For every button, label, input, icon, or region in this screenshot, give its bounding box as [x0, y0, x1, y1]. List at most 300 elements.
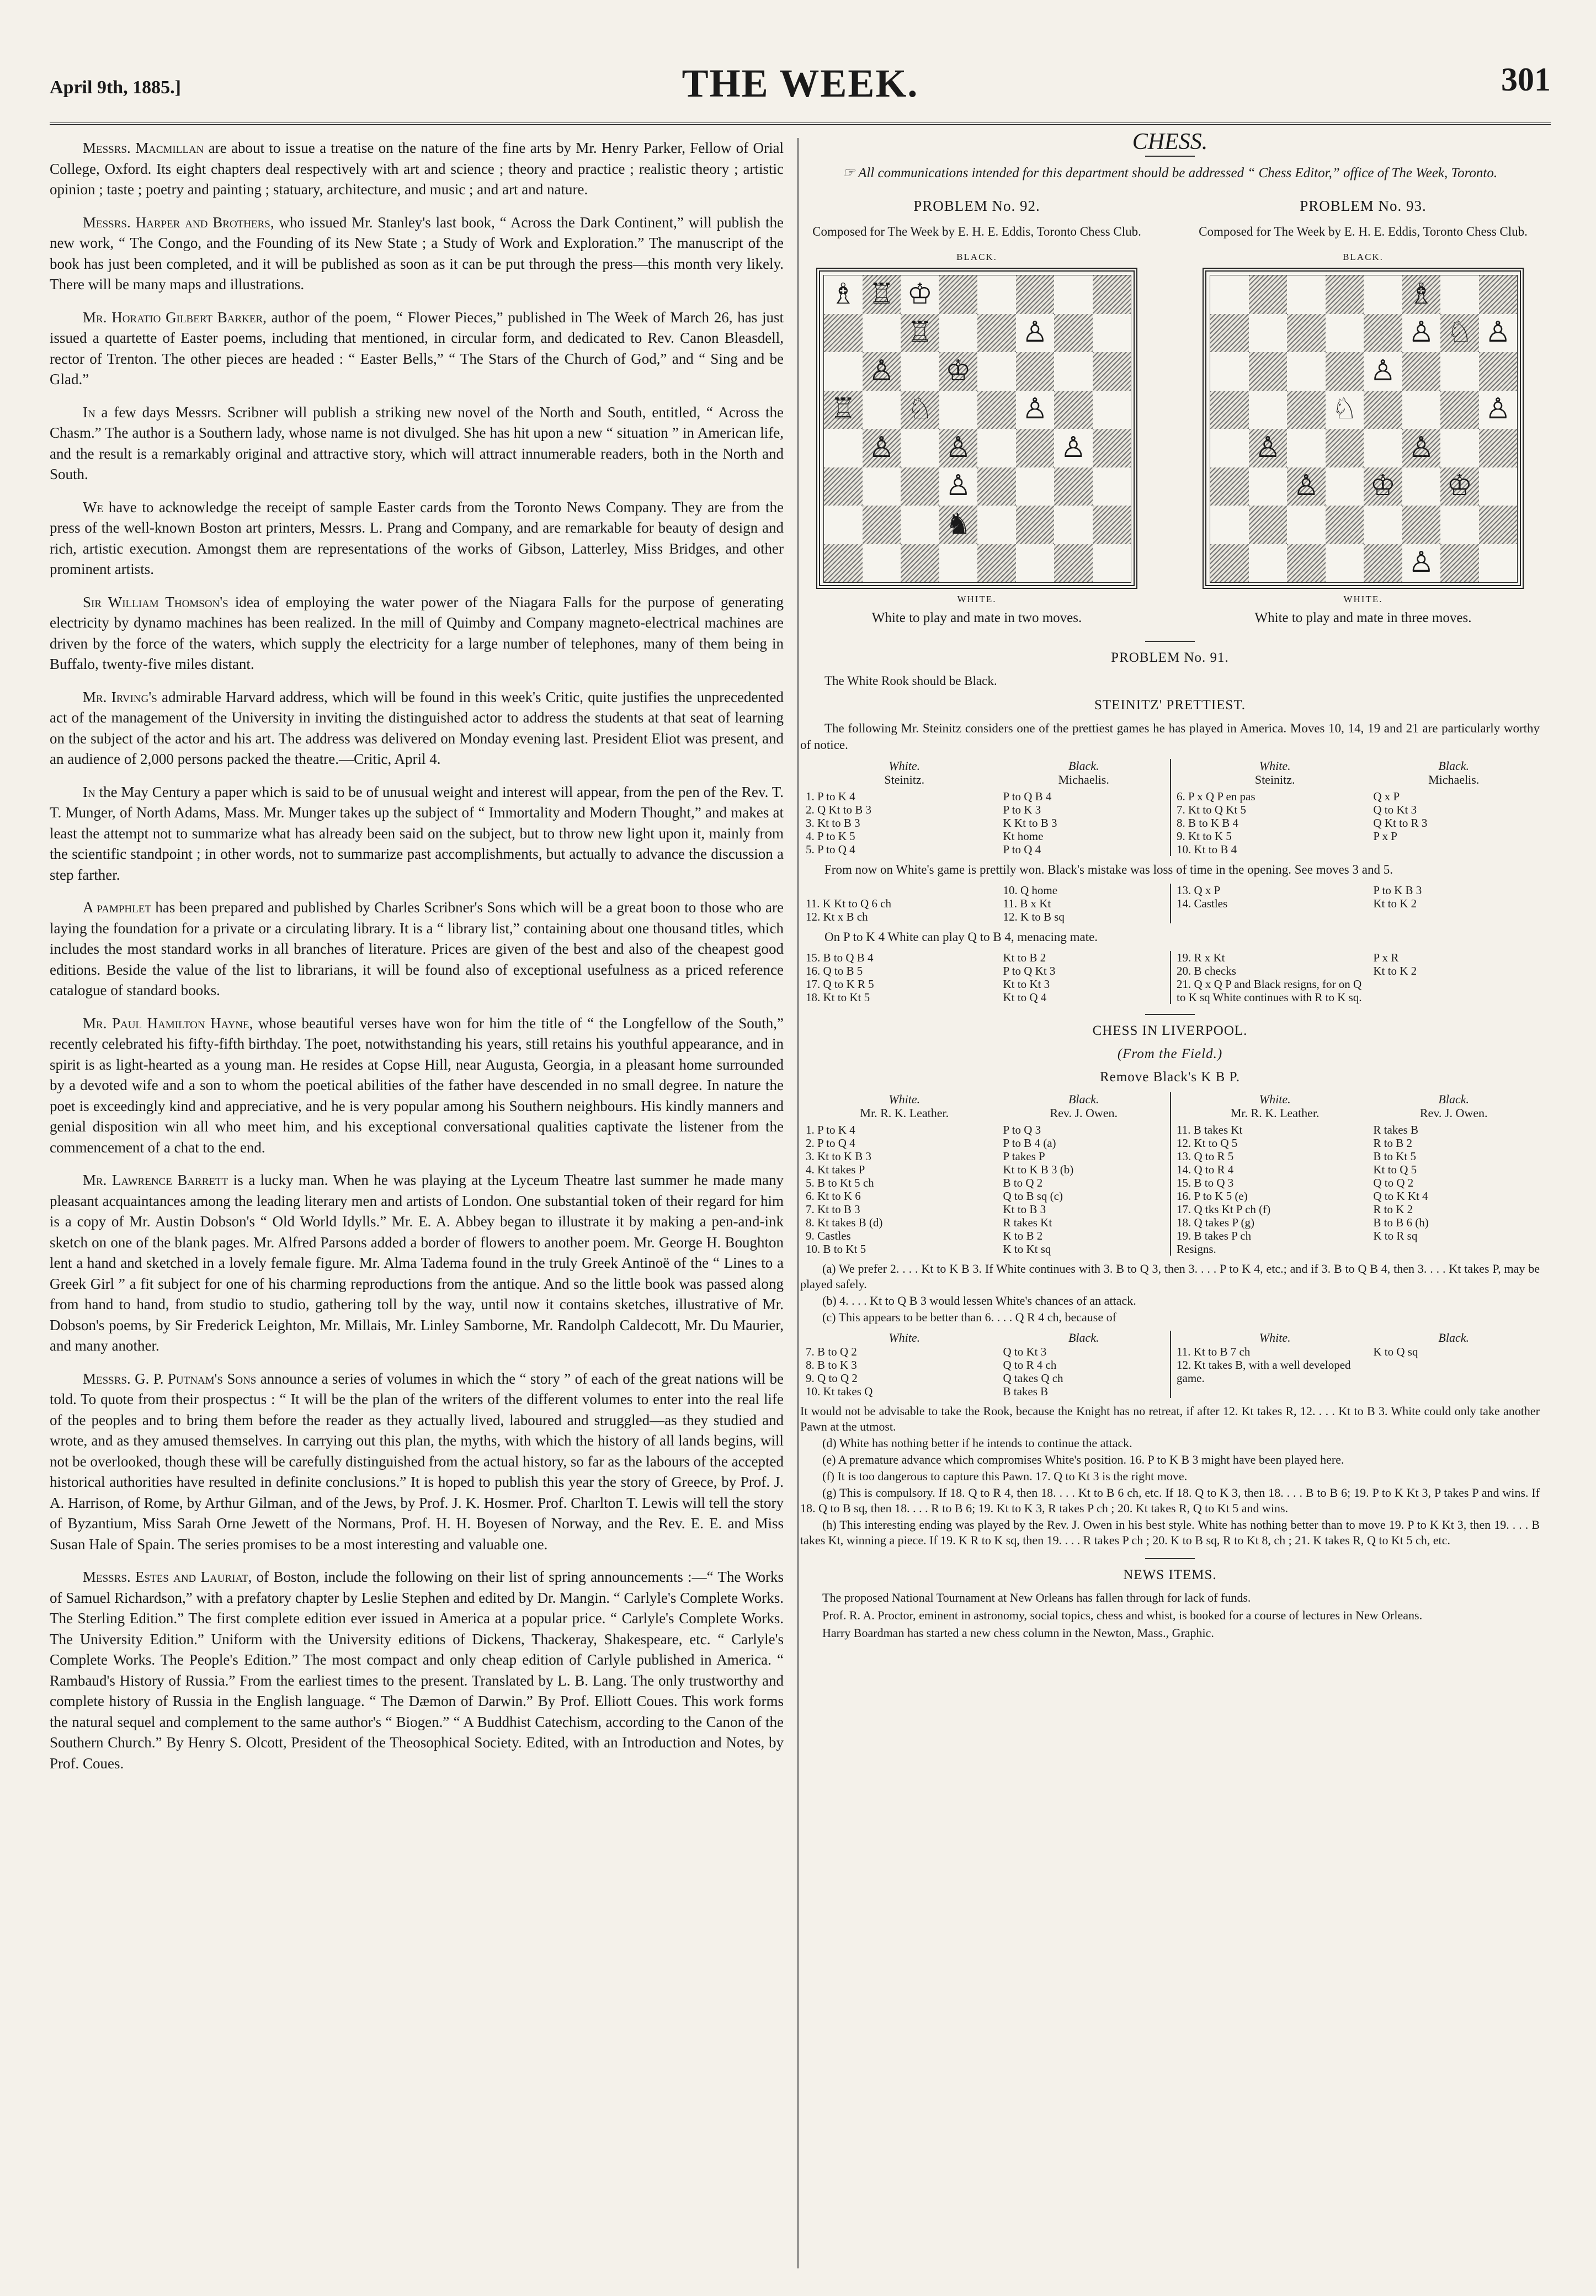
liverpool-moves-a	[800, 1092, 1540, 1256]
board-square	[1016, 506, 1055, 544]
board-square	[1249, 391, 1288, 429]
board-square	[1364, 506, 1402, 544]
black-move: P x R	[1373, 951, 1399, 964]
board-square	[1364, 391, 1402, 429]
white-move: 19. B takes P ch	[1177, 1229, 1252, 1242]
move-row	[806, 1372, 1164, 1385]
board-square	[1326, 275, 1364, 314]
board-square	[1016, 275, 1055, 314]
board-square	[1479, 429, 1518, 467]
game-note: (e) A premature advance which compromises White's position. 16. P to K B 3 might have been played here.	[822, 1453, 1344, 1466]
game-note: (f) It is too dangerous to capture this Pawn. 17. Q to Kt 3 is the right move.	[822, 1469, 1188, 1483]
white-move: 13. Q to R 5	[1177, 1150, 1234, 1163]
board-square	[1479, 544, 1518, 583]
paragraph-lead: In	[83, 403, 95, 421]
white-player: Steinitz.	[1254, 773, 1295, 786]
move-row	[1177, 830, 1534, 843]
white-move: 2. P to Q 4	[806, 1136, 855, 1150]
board-square	[824, 429, 863, 467]
game-note: (d) White has nothing better if he intends to continue the attack.	[822, 1436, 1132, 1450]
white-move: 11. Kt to B 7 ch	[1177, 1345, 1251, 1358]
problem-91-text: The White Rook should be Black.	[824, 674, 997, 688]
problem-92	[800, 198, 1153, 626]
board-square	[1210, 314, 1249, 353]
board-square	[824, 352, 863, 391]
chess-notice: ☞ All communications intended for this department should be addressed “ Chess Editor,” office of The Week, Toronto.	[842, 166, 1498, 180]
section-rule	[1145, 156, 1195, 157]
black-move: B to Kt 5	[1373, 1150, 1416, 1163]
game-note: It would not be advisable to take the Rook, because the Knight has no retreat, if after 12. Kt takes R, 12. . . . Kt to B 3. White could only take another Pawn at the utmost.	[800, 1404, 1540, 1433]
white-header: White.	[1259, 759, 1291, 773]
paragraph-text: , who issued Mr. Stanley's last book, “ Across the Dark Continent,” will publish the new work, “ The Congo, and the Founding of its New State ; a Study of Work and Exploration.” The manuscript of the book has just been completed, and it will be published as soon as it can be put through the press—this month very likely. There will be many maps and illustrations.	[50, 214, 784, 293]
move-row	[806, 897, 1164, 910]
white-move: 17. Q to K R 5	[806, 977, 874, 991]
paragraph-lead: In	[83, 783, 95, 800]
board-square	[1402, 467, 1441, 506]
chess-piece-icon: ♖	[901, 314, 939, 353]
paragraph	[50, 782, 784, 886]
chess-piece-icon: ♙	[863, 352, 901, 391]
black-move: Kt home	[1003, 830, 1044, 843]
white-move: 5. B to Kt 5 ch	[806, 1176, 874, 1189]
chess-title: CHESS.	[1132, 132, 1208, 155]
white-move: 2. Q Kt to B 3	[806, 803, 872, 816]
black-move: K to B 2	[1003, 1229, 1043, 1242]
column-divider	[797, 138, 799, 2268]
steinitz-intro: The following Mr. Steinitz considers one of the prettiest games he has played in America. Moves 10, 14, 19 and 21 are particularly worthy of notice.	[800, 721, 1540, 752]
moves-half	[800, 951, 1170, 1004]
black-move	[1373, 843, 1534, 856]
moves-half	[800, 1092, 1170, 1256]
news-item: The proposed National Tournament at New Orleans has fallen through for lack of funds.	[822, 1591, 1251, 1604]
board-square	[1440, 352, 1479, 391]
black-move: Kt to K B 3 (b)	[1003, 1163, 1074, 1176]
black-move: P to Q B 4	[1003, 790, 1052, 803]
news-item: Harry Boardman has started a new chess column in the Newton, Mass., Graphic.	[822, 1626, 1214, 1640]
liverpool-source: (From the Field.)	[1117, 1046, 1223, 1061]
black-move	[1373, 977, 1534, 1004]
board-square	[1249, 352, 1288, 391]
black-move: Q to Kt 3	[1373, 803, 1417, 816]
white-header: White.	[1259, 1092, 1291, 1106]
paragraph	[50, 1567, 784, 1774]
liverpool-moves-b	[800, 1331, 1540, 1398]
board-square	[1440, 544, 1479, 583]
move-row	[1177, 1216, 1534, 1229]
move-row	[806, 1123, 1164, 1136]
paragraph-lead: Mr. Lawrence Barrett	[83, 1172, 228, 1188]
board-square	[863, 314, 901, 353]
move-row	[806, 1163, 1164, 1176]
white-move: Resigns.	[1177, 1242, 1216, 1256]
board-square	[1016, 544, 1055, 583]
moves-table	[1177, 1092, 1534, 1256]
problem-title: PROBLEM No. 93.	[1300, 198, 1427, 214]
board-square	[1210, 467, 1249, 506]
paragraph-text: are about to issue a treatise on the nature of the fine arts by Mr. Henry Parker, Fellow of Orial College, Oxford. Its eight chapters deal respectively with art and science ; theory and practice ; realistic theory ; artistic opinion ; taste ; poetry and painting ; statuary, architecture, and music ; and art and nature.	[50, 140, 784, 198]
moves-table	[806, 884, 1164, 923]
black-move: P to Q Kt 3	[1003, 964, 1056, 977]
move-row	[1177, 803, 1534, 816]
board-square	[977, 429, 1016, 467]
paragraph-lead: A pamphlet	[83, 899, 151, 916]
paragraph-lead: Mr. Paul Hamilton Hayne	[83, 1014, 249, 1032]
white-header: White.	[889, 759, 921, 773]
chess-piece-icon: ♗	[830, 278, 856, 310]
white-move: 10. Kt to B 4	[1177, 843, 1237, 856]
paragraph	[50, 592, 784, 675]
paragraph	[50, 1170, 784, 1357]
board-square	[1054, 544, 1093, 583]
white-move: 3. Kt to B 3	[806, 816, 860, 830]
board-square	[1249, 506, 1288, 544]
black-move: Kt to Q 5	[1373, 1163, 1417, 1176]
board-square	[977, 467, 1016, 506]
steinitz-moves-c	[800, 951, 1540, 1004]
board-square	[1287, 391, 1326, 429]
board-square	[1093, 391, 1131, 429]
chess-piece-icon: ♙	[1402, 429, 1441, 467]
black-move: Q to K Kt 4	[1373, 1189, 1428, 1203]
board-square	[1016, 467, 1055, 506]
white-move: 11. B takes Kt	[1177, 1123, 1243, 1136]
black-move: K to Kt sq	[1003, 1242, 1051, 1256]
board-square	[1326, 544, 1364, 583]
paragraph-text: , author of the poem, “ Flower Pieces,” published in The Week of March 26, has just issued a quartette of Easter poems, including that mentioned, in circular form, and dedicated to Rev. Canon Bleasdell, rector of Trenton. The other pieces are headed : “ Easter Bells,” “ The Stars of the Church of God,” and “ Sing and be Glad.”	[50, 309, 784, 387]
black-move: K to Q sq	[1373, 1345, 1418, 1358]
black-move: P to Q 4	[1003, 843, 1041, 856]
paragraph-lead: Sir William Thomson's	[83, 593, 228, 610]
board-square	[1054, 506, 1093, 544]
board-grid	[1210, 275, 1518, 583]
move-row	[1177, 1123, 1534, 1136]
board-square	[824, 314, 863, 353]
move-row	[1177, 1242, 1534, 1256]
move-row	[806, 991, 1164, 1004]
move-row	[806, 1216, 1164, 1229]
moves-table	[806, 1331, 1164, 1398]
move-row	[1177, 897, 1534, 910]
white-move: 19. R x Kt	[1177, 951, 1225, 964]
move-row	[806, 1229, 1164, 1242]
board-square	[1364, 314, 1402, 353]
chess-piece-icon: ♔	[1440, 467, 1479, 506]
paragraph	[50, 402, 784, 485]
board-square	[939, 391, 978, 429]
steinitz-moves-a	[800, 759, 1540, 856]
board-square	[901, 467, 939, 506]
white-player: Mr. R. K. Leather.	[1230, 1106, 1320, 1120]
white-move: 20. B checks	[1177, 964, 1236, 977]
black-move: K to R sq	[1373, 1229, 1418, 1242]
moves-half	[800, 1331, 1170, 1398]
white-move: 12. Kt x B ch	[806, 910, 868, 923]
chess-piece-icon: ♘	[1440, 314, 1479, 353]
board-square	[1249, 467, 1288, 506]
move-row	[1177, 1136, 1534, 1150]
move-row	[1177, 816, 1534, 830]
black-move: Kt to K 2	[1373, 964, 1417, 977]
white-move: 7. Kt to Q Kt 5	[1177, 803, 1246, 816]
board-square	[1326, 314, 1364, 353]
moves-half	[1170, 759, 1540, 856]
black-header: Black.	[1438, 1092, 1469, 1106]
black-header: Black.	[1068, 1331, 1099, 1344]
white-move: 18. Kt to Kt 5	[806, 991, 870, 1004]
paragraph	[50, 212, 784, 295]
black-move: Q x P	[1373, 790, 1400, 803]
board-square	[1210, 275, 1249, 314]
board-square	[1016, 429, 1055, 467]
move-row	[1177, 1358, 1534, 1385]
header-rule	[50, 123, 1551, 125]
black-move: R to B 2	[1373, 1136, 1412, 1150]
move-rows	[806, 790, 1164, 856]
board-square	[1093, 429, 1131, 467]
white-move: 7. Kt to B 3	[806, 1203, 860, 1216]
section-rule	[1145, 1558, 1195, 1559]
board-square	[1210, 352, 1249, 391]
paragraph-text: the May Century a paper which is said to be of unusual weight and interest will appear, from the pen of the Rev. T. T. Munger, of North Adams, Mass. Mr. Munger takes up the subject of “ Immortality and Modern Thought,” and makes at least the attempt not to summarize what has already been said on the subject, but to throw new light upon it, mainly from the scientific standpoint ; in other words, not to summarize past accomplishments, but actually to advance the discussion a step farther.	[50, 783, 784, 883]
move-row	[806, 910, 1164, 923]
move-row	[806, 1136, 1164, 1150]
board-square	[1402, 391, 1441, 429]
page-number: 301	[1501, 61, 1551, 98]
chess-piece-icon: ♙	[1408, 317, 1434, 349]
move-row	[806, 1203, 1164, 1216]
board-square	[1016, 352, 1055, 391]
chess-piece-icon: ♘	[901, 391, 939, 429]
moves-half	[1170, 884, 1540, 923]
chess-piece-icon: ♙	[1060, 432, 1087, 464]
moves-table	[1177, 951, 1534, 1004]
white-move: 12. Kt to Q 5	[1177, 1136, 1238, 1150]
board-square	[1440, 391, 1479, 429]
white-move: 16. P to K 5 (e)	[1177, 1189, 1248, 1203]
move-rows	[806, 1345, 1164, 1398]
chess-piece-icon: ♙	[1022, 317, 1048, 349]
board-square	[863, 391, 901, 429]
board-square	[1210, 429, 1249, 467]
chess-piece-icon: ♖	[824, 391, 863, 429]
white-move: 21. Q x Q P and Black resigns, for on Q to K sq White continues with R to K sq.	[1177, 977, 1362, 1004]
white-move: 10. Kt takes Q	[806, 1385, 873, 1398]
black-header: Black.	[1068, 1092, 1099, 1106]
move-rows	[806, 951, 1164, 1004]
board-square	[1287, 275, 1326, 314]
chess-board	[1203, 268, 1524, 589]
move-row	[806, 790, 1164, 803]
moves-table	[1177, 884, 1534, 910]
black-move: Q Kt to R 3	[1373, 816, 1428, 830]
board-square	[1364, 429, 1402, 467]
board-square	[1287, 429, 1326, 467]
black-player: Michaelis.	[1428, 773, 1480, 786]
issue-date: April 9th, 1885.]	[50, 77, 181, 98]
board-square	[1479, 352, 1518, 391]
move-row	[1177, 1176, 1534, 1189]
black-move: P x P	[1373, 830, 1397, 843]
steinitz-comment: On P to K 4 White can play Q to B 4, menacing mate.	[824, 930, 1098, 944]
paragraph-lead: Mr. Horatio Gilbert Barker	[83, 309, 263, 326]
move-row	[1177, 843, 1534, 856]
moves-half	[1170, 1331, 1540, 1398]
chess-piece-icon: ♙	[1287, 467, 1326, 506]
white-move: 6. Kt to K 6	[806, 1189, 861, 1203]
paragraph-text: announce a series of volumes in which the “ story ” of each of the great nations will be told. To quote from their prospectus : “ It will be the plan of the writers of the different volumes to enter into the real life of the peoples and to bring them before the reader as they actually lived, laboured and struggled—as they studied and wrote, and as they amused themselves. In carrying out this plan, the myths, with which the history of all lands begins, will not be overlooked, though these will be carefully distinguished from the actual history, so far as the labours of the accepted historical authorities have resulted in definite conclusions.” It is hoped to publish this year the story of Greece, by Prof. J. A. Harrison, of Rome, by Arthur Gilman, and of the Jews, by Prof. J. K. Hosmer. Prof. Charlton T. Lewis will tell the story of Byzantium, Miss Sarah Orne Jewett of the Normans, Prof. H. H. Boyesen of Norway, and the Rev. E. E. and Miss Susan Hale of Spain. The series promises to be a most interesting and valuable one.	[50, 1370, 784, 1553]
black-move: K Kt to B 3	[1003, 816, 1057, 830]
board-square	[824, 467, 863, 506]
chess-piece-icon: ♙	[863, 429, 901, 467]
board-square	[1054, 391, 1093, 429]
problem-caption: White to play and mate in two moves.	[871, 610, 1082, 625]
move-row	[806, 816, 1164, 830]
white-move: 16. Q to B 5	[806, 964, 863, 977]
white-move: 18. Q takes P (g)	[1177, 1216, 1254, 1229]
move-row	[1177, 951, 1534, 964]
board-square	[939, 544, 978, 583]
news-title: NEWS ITEMS.	[1123, 1567, 1217, 1582]
black-move: Kt to Kt 3	[1003, 977, 1050, 991]
section-rule	[1145, 641, 1195, 642]
board-square	[1326, 506, 1364, 544]
move-row	[806, 803, 1164, 816]
board-grid	[823, 275, 1131, 583]
move-row	[806, 1189, 1164, 1203]
problem-93	[1187, 198, 1540, 626]
chess-piece-icon: ♙	[1022, 394, 1048, 426]
move-rows	[1177, 951, 1534, 1004]
moves-half	[1170, 951, 1540, 1004]
move-row	[1177, 790, 1534, 803]
board-square	[1479, 467, 1518, 506]
news-item: Prof. R. A. Proctor, eminent in astronomy, social topics, chess and whist, is booked for a course of lectures in New Orleans.	[822, 1608, 1423, 1622]
paragraph	[50, 497, 784, 580]
game-note: (b) 4. . . . Kt to Q B 3 would lessen White's chances of an attack.	[822, 1294, 1136, 1308]
game-note: (h) This interesting ending was played by the Rev. J. Owen in his best style. White has nothing better than to move 19. P to K Kt 3, then 19. . . . B takes Kt, winning a piece. If 19. K R to K sq, then 19. . . . R takes P ch ; 20. K to B sq, R to Kt 8, ch ; 21. K takes R, Q to Kt 5 ch, etc.	[800, 1518, 1540, 1547]
black-move: Q to Kt 3	[1003, 1345, 1047, 1358]
black-move: Q to R 4 ch	[1003, 1358, 1057, 1372]
paragraph-text: admirable Harvard address, which will be found in this week's Critic, quite justifies the unprecedented act of the management of the University in inviting the distinguished actor to address the students at that seat of learning on the subject of the actor and his art. The address was delivered on Monday evening last. President Eliot was present, and an audience of 2,000 persons packed the theatre.—Critic, April 4.	[50, 688, 784, 767]
chess-piece-icon: ♙	[1249, 429, 1288, 467]
moves-table	[1177, 759, 1534, 856]
black-move: B to Q 2	[1003, 1176, 1043, 1189]
white-move: 8. B to K B 4	[1177, 816, 1239, 830]
move-row	[1177, 1150, 1534, 1163]
board-square	[1326, 352, 1364, 391]
board-square	[977, 506, 1016, 544]
chess-piece-icon: ♖	[863, 275, 901, 314]
board-square	[977, 314, 1016, 353]
white-move: 8. Kt takes B (d)	[806, 1216, 883, 1229]
black-move: R to K 2	[1373, 1203, 1413, 1216]
chess-piece-icon: ♔	[1364, 467, 1402, 506]
move-row	[806, 1345, 1164, 1358]
board-square	[1210, 506, 1249, 544]
black-move: P takes P	[1003, 1150, 1045, 1163]
black-move: Q to B sq (c)	[1003, 1189, 1063, 1203]
white-move: 3. Kt to K B 3	[806, 1150, 872, 1163]
board-square	[1093, 275, 1131, 314]
white-move: 15. B to Q B 4	[806, 951, 874, 964]
paragraph-lead: Messrs. Estes and Lauriat	[83, 1569, 248, 1585]
board-square	[1093, 467, 1131, 506]
move-row	[806, 830, 1164, 843]
move-rows	[1177, 790, 1534, 856]
move-row	[1177, 884, 1534, 897]
problem-91-title: PROBLEM No. 91.	[1111, 650, 1229, 665]
board-square	[1287, 352, 1326, 391]
masthead-title: THE WEEK.	[682, 61, 919, 105]
black-header: Black.	[1438, 759, 1469, 773]
board-square	[1287, 506, 1326, 544]
white-move: 17. Q tks Kt P ch (f)	[1177, 1203, 1271, 1216]
board-square	[901, 352, 939, 391]
white-move: 5. P to Q 4	[806, 843, 855, 856]
white-move: 4. Kt takes P	[806, 1163, 865, 1176]
black-move: Kt to K 2	[1373, 897, 1417, 910]
move-row	[806, 1150, 1164, 1163]
board-square	[977, 391, 1016, 429]
steinitz-title: STEINITZ' PRETTIEST.	[1094, 698, 1246, 713]
board-square	[977, 352, 1016, 391]
board-square	[1364, 544, 1402, 583]
black-move: P to Q 3	[1003, 1123, 1041, 1136]
chess-piece-icon: ♙	[1485, 394, 1511, 426]
move-row	[806, 977, 1164, 991]
black-move: 11. B x Kt	[1003, 897, 1051, 910]
liverpool-title: CHESS IN LIVERPOOL.	[1092, 1023, 1248, 1038]
game-note: (g) This is compulsory. If 18. Q to R 4, then 18. . . . Kt to B 6 ch, etc. If 18. Q to K 3, then 18. . . . B to B 6; 19. P to K Kt 3, P takes P and wins. If 18. Q to B sq, then 18. . . . R to B 6; 19. Kt to K 3, R takes P ch ; 20. Kt takes R, Q to Kt 5 and wins.	[800, 1486, 1540, 1515]
move-rows	[1177, 1123, 1534, 1256]
paragraph	[50, 1013, 784, 1158]
paragraph	[50, 138, 784, 200]
black-header: Black.	[1438, 1331, 1469, 1344]
white-move: 15. B to Q 3	[1177, 1176, 1234, 1189]
paragraph-lead: Messrs. Macmillan	[83, 140, 204, 156]
paragraph-text: a few days Messrs. Scribner will publish a striking new novel of the North and South, entitled, “ Across the Chasm.” The author is a Southern lady, whose name is not divulged. She has hit upon a new “ situation ” in American life, and the result is a remarkably original and attractive story, which will attract innumerable readers, both in the North and South.	[50, 403, 784, 482]
black-player: Rev. J. Owen.	[1419, 1106, 1488, 1120]
black-move: P to K B 3	[1373, 884, 1422, 897]
moves-table	[806, 759, 1164, 856]
paragraph-text: , of Boston, include the following on their list of spring announcements :—“ The Works of Samuel Richardson,” with a prefatory chapter by Leslie Stephen and edited by Dr. Mangin. “ Carlyle's Complete Works. The Sterling Edition.” The first complete edition ever issued in America at a popular price. “ Carlyle's Complete Works. The University Edition.” Uniform with the University editions of Dickens, Thackeray, Shakespeare, etc. “ Carlyle's Complete Works. The People's Edition.” The most compact and only cheap edition of Carlyle published in America. “ Rambaud's History of Russia.” From the earliest times to the present. Translated by L. B. Lang. The only trustworthy and complete history of Russia in the English language. “ The Dæmon of Darwin.” By Prof. Elliott Coues. This work forms the natural sequel and complement to the same author's “ Biogen.” “ A Buddhist Catechism, according to the Canon of the Southern Church.” By Henry S. Olcott, President of the Theosophical Society. Edited, with an Introduction and Notes, by Prof. Coues.	[50, 1569, 784, 1772]
white-move	[806, 884, 1003, 897]
board-square	[1093, 544, 1131, 583]
moves-half	[800, 759, 1170, 856]
board-square	[1054, 352, 1093, 391]
move-row	[806, 884, 1164, 897]
problem-caption: White to play and mate in three moves.	[1254, 610, 1472, 625]
board-square	[1093, 352, 1131, 391]
chess-piece-icon: ♙	[1370, 355, 1396, 387]
board-square	[1440, 275, 1479, 314]
black-label: BLACK.	[956, 252, 997, 262]
board-square	[863, 506, 901, 544]
board-square	[977, 544, 1016, 583]
white-player: Steinitz.	[884, 773, 925, 786]
board-square	[1440, 429, 1479, 467]
chess-piece-icon: ♙	[1485, 317, 1511, 349]
board-square	[1054, 275, 1093, 314]
board-square	[1249, 314, 1288, 353]
steinitz-moves-b	[800, 884, 1540, 923]
white-player: Mr. R. K. Leather.	[860, 1106, 949, 1120]
move-row	[806, 1242, 1164, 1256]
white-label: WHITE.	[957, 594, 997, 604]
paragraph-text: have to acknowledge the receipt of sample Easter cards from the Toronto News Company. They are from the press of the well-known Boston art printers, Messrs. L. Prang and Company, and are remarkable for beauty of design and rich, artistic execution. Amongst them are representations of the works of Gibson, Latterley, Miss Bridges, and other prominent artists.	[50, 498, 784, 577]
move-row	[806, 1385, 1164, 1398]
moves-half	[800, 884, 1170, 923]
